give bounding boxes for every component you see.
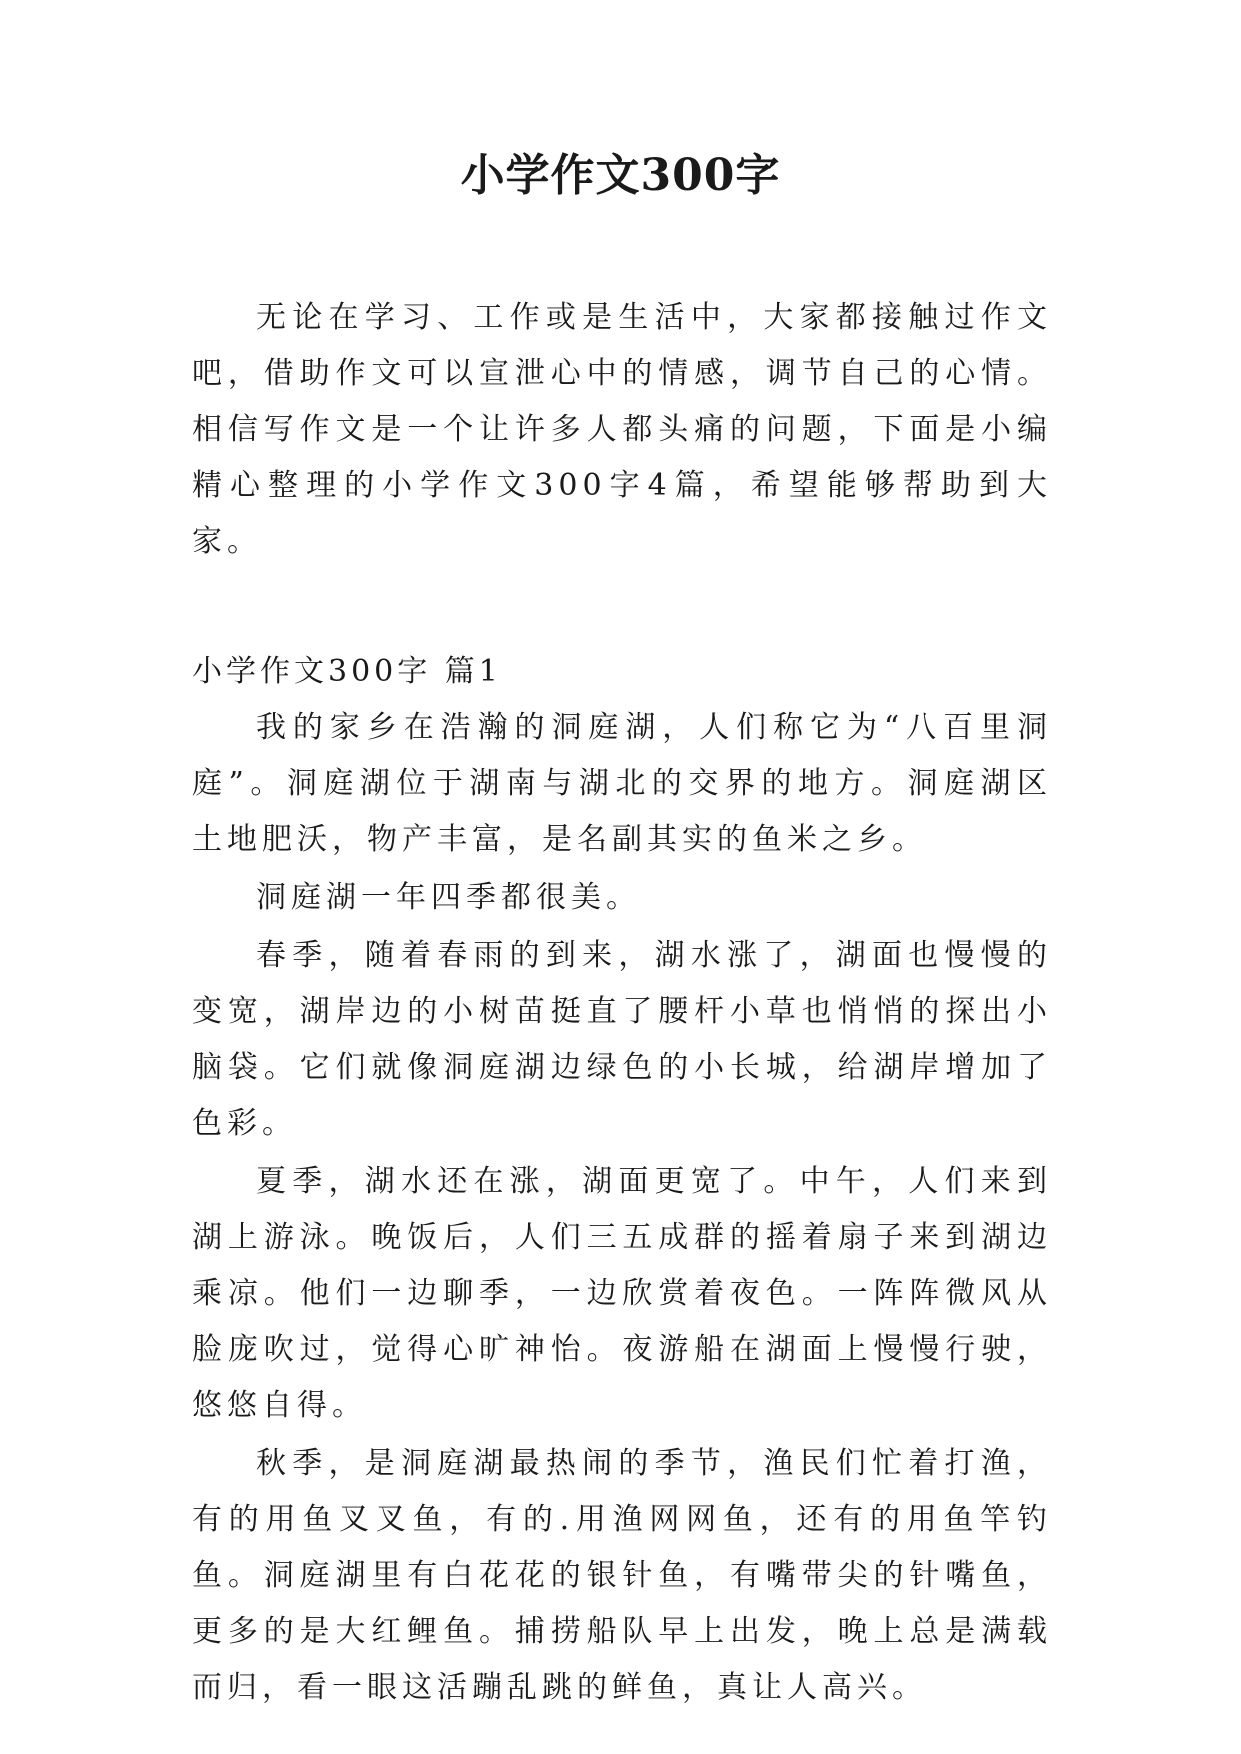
document-body bbox=[192, 290, 1052, 1716]
body-paragraph: 春季，随着春雨的到来，湖水涨了，湖面也慢慢的变宽，湖岸边的小树苗挺直了腰杆小草也悄悄的探出小脑袋。它们就像洞庭湖边绿色的小长城，给湖岸增加了色彩。 bbox=[192, 938, 1052, 1141]
body-paragraph: 夏季，湖水还在涨，湖面更宽了。中午，人们来到湖上游泳。晚饭后，人们三五成群的摇着扇子来到湖边乘凉。他们一边聊季，一边欣赏着夜色。一阵阵微风从脸庞吹过，觉得心旷神怡。夜游船在湖面上慢慢行驶，悠悠自得。 bbox=[192, 1164, 1052, 1423]
section-heading: 小学作文300字 篇1 bbox=[192, 654, 502, 689]
body-paragraph: 秋季，是洞庭湖最热闹的季节，渔民们忙着打渔，有的用鱼叉叉鱼，有的.用渔网网鱼，还有的用鱼竿钓鱼。洞庭湖里有白花花的银针鱼，有嘴带尖的针嘴鱼，更多的是大红鲤鱼。捕捞船队早上出发，晚上总是满载而归，看一眼这活蹦乱跳的鲜鱼，真让人高兴。 bbox=[192, 1446, 1052, 1705]
body-paragraph: 我的家乡在浩瀚的洞庭湖，人们称它为“八百里洞庭”。洞庭湖位于湖南与湖北的交界的地方。洞庭湖区土地肥沃，物产丰富，是名副其实的鱼米之乡。 bbox=[192, 710, 1052, 857]
intro-paragraph: 无论在学习、工作或是生活中，大家都接触过作文吧，借助作文可以宣泄心中的情感，调节自己的心情。相信写作文是一个让许多人都头痛的问题，下面是小编精心整理的小学作文300字4篇，希望能够帮助到大家。 bbox=[192, 300, 1052, 559]
body-paragraph: 洞庭湖一年四季都很美。 bbox=[256, 880, 641, 915]
document-title: 小学作文300字 bbox=[460, 150, 781, 201]
